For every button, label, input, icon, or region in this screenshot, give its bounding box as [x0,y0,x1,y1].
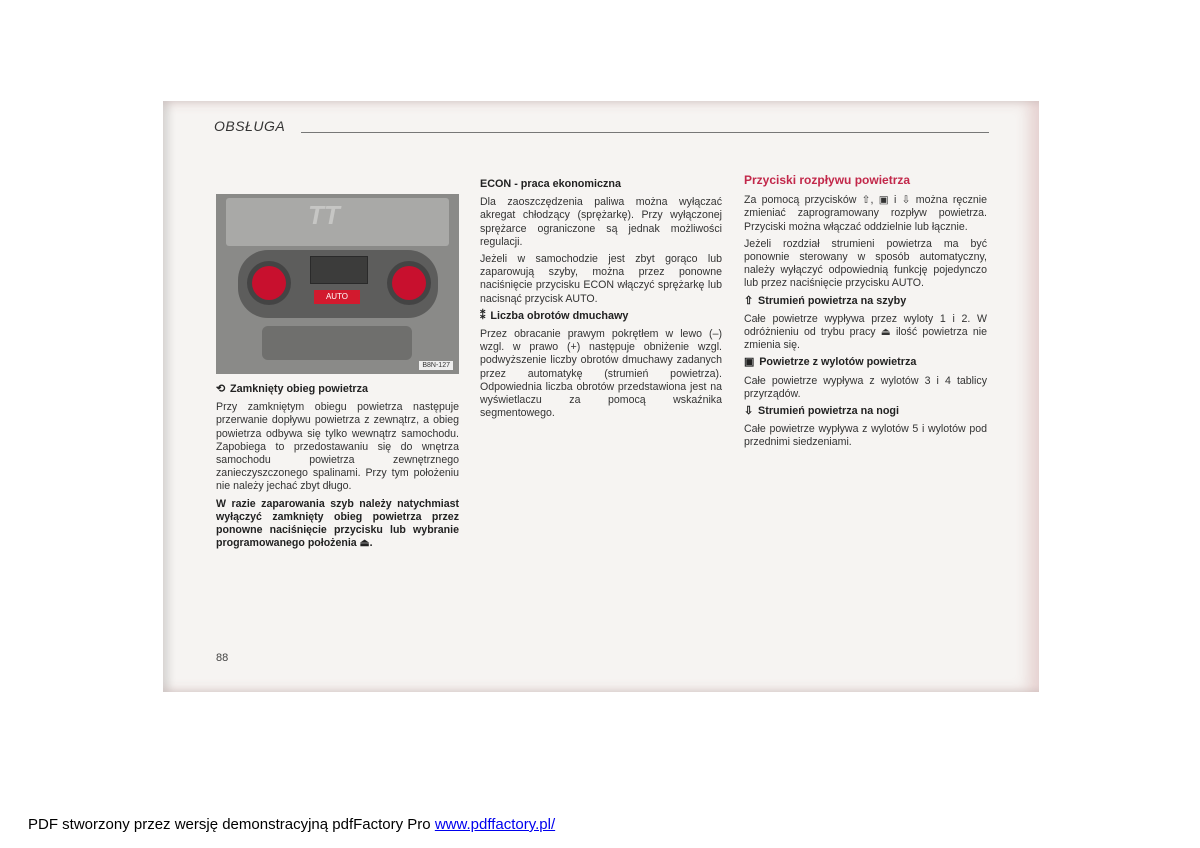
blower-heading: ⁑ Liczba obrotów dmuchawy [480,309,629,322]
climate-display [310,256,368,284]
econ-text-1: Dla zaoszczędzenia paliwa można wyłączać akregat chłodzący (sprężarkę). Przy wyłączonej sprężarce ograniczone są jednak możliwości regulacji. [480,196,722,248]
storage-bin [262,326,412,360]
tt-logo: TT [308,200,340,230]
left-knob [252,266,286,300]
windows-heading: ⇧ Strumień powietrza na szyby [744,294,907,307]
section-title: OBSŁUGA [214,118,286,134]
auto-button: AUTO [314,290,360,304]
vent-icon: ▣ [744,356,755,369]
feet-heading: ⇩ Strumień powietrza na nogi [744,405,900,418]
page-number: 88 [216,652,229,664]
blower-text: Przez obracanie prawym pokrętłem w lewo (–) wzgl. w prawo (+) następuje obniżenie wzgl. podwyższenie liczby obrotów dmuchawy zadanych przez automatykę (strumień powietrza). Odpowiednia liczba obrotów przedstawiona jest na wyświetlaczu za pomocą wskaźnika segmentowego. [480,328,722,420]
recirculation-warning: W razie zaparowania szyb należy natychmiast wyłączyć zamknięty obieg powietrza przez ponowne naciśnięcie przycisku lub wybranie programowanego położenia ⏏. [216,497,459,550]
column-distribution [744,174,987,454]
manual-page [163,101,1039,692]
footwell-arrow-icon: ⇩ [744,405,754,418]
feet-text: Całe powietrze wypływa z wylotów 5 i wylotów pod przednimi siedzeniami. [744,423,987,449]
climate-panel [238,250,438,318]
distribution-text-1: Za pomocą przycisków ⇧, ▣ i ⇩ można ręcznie zmieniać zaprogramowany rozpływ powietrza. Przyciski można włączać oddzielnie lub łącznie. [744,194,987,233]
header-rule [301,132,989,133]
vents-text: Całe powietrze wypływa z wylotów 3 i 4 tablicy przyrządów. [744,374,987,400]
recirculation-icon: ⟲ [216,383,226,395]
recirculation-text: Przy zamkniętym obiegu powietrza następuje przerwanie dopływu powietrza z zewnątrz, a obieg powietrza odbywa się tylko wewnątrz samochodu. Zapobiega to przedostawaniu się do wnętrza samochodu powietrza zewnętrznego zanieczyszczonego spalinami. Przy tym położeniu nie należy jechać zbyt długo. [216,401,459,493]
fan-icon: ⁑ [480,309,486,322]
distribution-text-2: Jeżeli rozdział strumieni powietrza ma być ponownie sterowany w sposób automatyczny, należy wyłączyć odpowiednią funkcję pojedynczo lub przez naciśnięcie przycisku AUTO. [744,237,987,290]
column-econ [480,178,722,424]
econ-heading: ECON - praca ekonomiczna [480,178,621,190]
vents-heading: ▣ Powietrze z wylotów powietrza [744,356,917,369]
climate-control-photo [216,194,459,374]
econ-text-2: Jeżeli w samochodzie jest zbyt gorąco lub zaparowują szyby, można przez ponowne naciśnięcie przycisku ECON włączyć sprężarkę lub nacisnąć przycisk AUTO. [480,253,722,305]
footer-text: PDF stworzony przez wersję demonstracyjną pdfFactory Pro [28,816,435,833]
recirculation-heading: ⟲ Zamknięty obieg powietrza [216,383,369,395]
right-knob [392,266,426,300]
footer-link[interactable]: www.pdffactory.pl/ [434,816,556,833]
column-recirculation [216,383,459,554]
figure-code: B8N-127 [419,361,453,370]
distribution-heading: Przyciski rozpływu powietrza [744,173,911,187]
windshield-arrow-icon: ⇧ [744,294,754,307]
pdf-footer [28,816,555,833]
windows-text: Całe powietrze wypływa przez wyloty 1 i 2. W odróżnieniu od trybu pracy ⏏ ilość powietrza nie zmienia się. [744,312,987,352]
